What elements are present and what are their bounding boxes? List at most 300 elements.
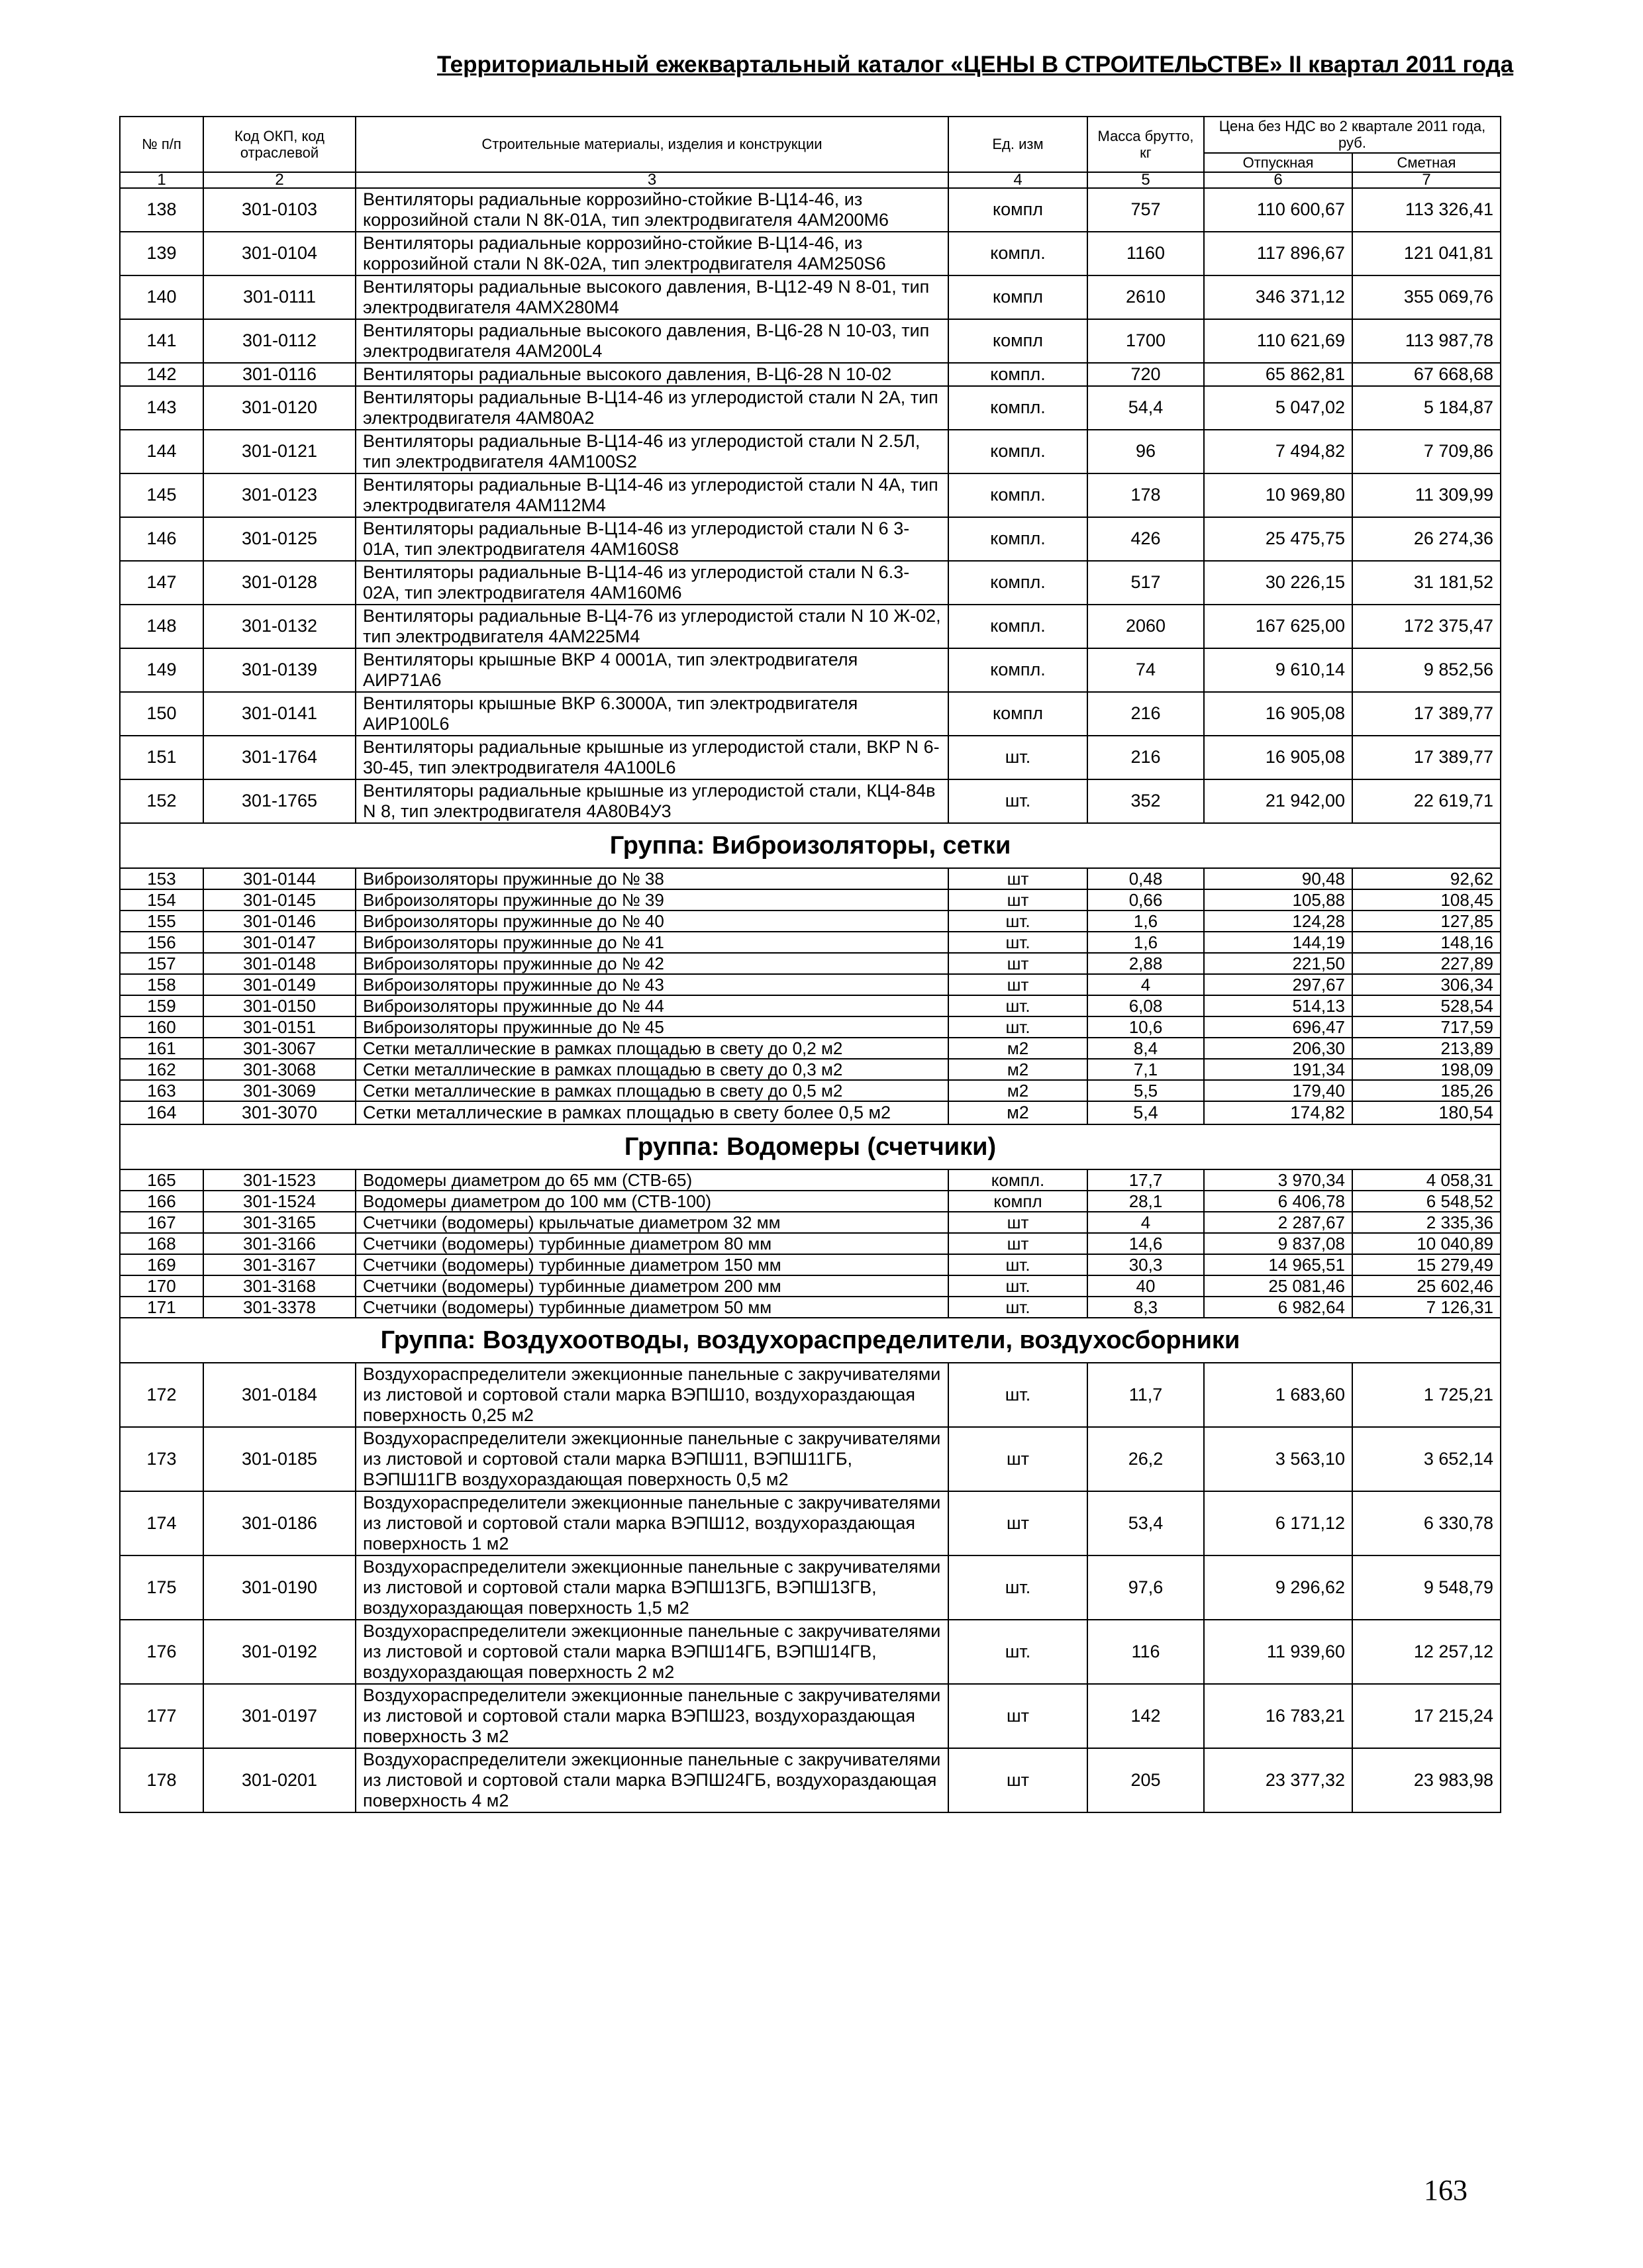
item-name: Воздухораспределители эжекционные панельные с закручивателями из листовой и сортовой стали марка ВЭПШ11, ВЭПШ11ГБ, ВЭПШ11ГВ воздухораздающая поверхность 0,5 м2	[356, 1427, 948, 1491]
table-row	[120, 1620, 1501, 1684]
table-body	[120, 188, 1501, 1812]
table-row	[120, 953, 1501, 974]
item-name: Счетчики (водомеры) турбинные диаметром 80 мм	[356, 1233, 948, 1254]
table-row	[120, 1080, 1501, 1101]
okp-code: 301-0104	[203, 232, 356, 275]
row-number: 155	[120, 911, 203, 932]
item-name: Вентиляторы радиальные высокого давления, В-Ц6-28 N 10-02	[356, 363, 948, 386]
unit: шт.	[948, 995, 1087, 1016]
okp-code: 301-3069	[203, 1080, 356, 1101]
unit: шт	[948, 1748, 1087, 1812]
item-name: Виброизоляторы пружинные до № 43	[356, 974, 948, 995]
release-price: 65 862,81	[1204, 363, 1352, 386]
row-number: 152	[120, 779, 203, 823]
okp-code: 301-0201	[203, 1748, 356, 1812]
gross-mass: 1,6	[1087, 911, 1204, 932]
table-row	[120, 1191, 1501, 1212]
gross-mass: 28,1	[1087, 1191, 1204, 1212]
gross-mass: 1700	[1087, 319, 1204, 363]
col-header-release-price: Отпускная	[1204, 153, 1352, 172]
row-number: 146	[120, 517, 203, 561]
table-row	[120, 1233, 1501, 1254]
okp-code: 301-0125	[203, 517, 356, 561]
table-row	[120, 974, 1501, 995]
gross-mass: 5,4	[1087, 1101, 1204, 1124]
release-price: 110 600,67	[1204, 188, 1352, 232]
item-name: Воздухораспределители эжекционные панельные с закручивателями из листовой и сортовой стали марка ВЭПШ14ГБ, ВЭПШ14ГВ, воздухораздающая поверхность 2 м2	[356, 1620, 948, 1684]
estimate-price: 7 709,86	[1352, 430, 1501, 473]
item-name: Вентиляторы радиальные В-Ц14-46 из углеродистой стали N 2.5Л, тип электродвигателя 4АМ100S2	[356, 430, 948, 473]
table-row	[120, 911, 1501, 932]
group-header-row	[120, 1124, 1501, 1169]
item-name: Вентиляторы радиальные В-Ц14-46 из углеродистой стали N 6 3-01А, тип электродвигателя 4АМ160S8	[356, 517, 948, 561]
estimate-price: 172 375,47	[1352, 605, 1501, 648]
gross-mass: 205	[1087, 1748, 1204, 1812]
table-row	[120, 363, 1501, 386]
estimate-price: 26 274,36	[1352, 517, 1501, 561]
unit: компл.	[948, 517, 1087, 561]
estimate-price: 6 548,52	[1352, 1191, 1501, 1212]
item-name: Счетчики (водомеры) турбинные диаметром 150 мм	[356, 1254, 948, 1275]
item-name: Виброизоляторы пружинные до № 44	[356, 995, 948, 1016]
table-row	[120, 1491, 1501, 1555]
item-name: Виброизоляторы пружинные до № 41	[356, 932, 948, 953]
gross-mass: 0,48	[1087, 868, 1204, 889]
release-price: 7 494,82	[1204, 430, 1352, 473]
okp-code: 301-0103	[203, 188, 356, 232]
okp-code: 301-3378	[203, 1297, 356, 1318]
item-name: Виброизоляторы пружинные до № 42	[356, 953, 948, 974]
estimate-price: 31 181,52	[1352, 561, 1501, 605]
release-price: 16 905,08	[1204, 736, 1352, 779]
okp-code: 301-0141	[203, 692, 356, 736]
estimate-price: 1 725,21	[1352, 1363, 1501, 1427]
release-price: 1 683,60	[1204, 1363, 1352, 1427]
okp-code: 301-0150	[203, 995, 356, 1016]
row-number: 169	[120, 1254, 203, 1275]
release-price: 696,47	[1204, 1016, 1352, 1038]
unit: шт	[948, 1684, 1087, 1748]
table-row	[120, 889, 1501, 911]
gross-mass: 426	[1087, 517, 1204, 561]
release-price: 346 371,12	[1204, 275, 1352, 319]
release-price: 174,82	[1204, 1101, 1352, 1124]
estimate-price: 306,34	[1352, 974, 1501, 995]
estimate-price: 121 041,81	[1352, 232, 1501, 275]
okp-code: 301-0123	[203, 473, 356, 517]
table-row	[120, 1038, 1501, 1059]
release-price: 6 406,78	[1204, 1191, 1352, 1212]
release-price: 23 377,32	[1204, 1748, 1352, 1812]
row-number: 141	[120, 319, 203, 363]
estimate-price: 22 619,71	[1352, 779, 1501, 823]
table-row	[120, 1016, 1501, 1038]
table-row	[120, 995, 1501, 1016]
table-row	[120, 473, 1501, 517]
estimate-price: 213,89	[1352, 1038, 1501, 1059]
estimate-price: 127,85	[1352, 911, 1501, 932]
gross-mass: 6,08	[1087, 995, 1204, 1016]
unit: шт.	[948, 1620, 1087, 1684]
item-name: Вентиляторы радиальные В-Ц14-46 из углеродистой стали N 4А, тип электродвигателя 4АМ112М4	[356, 473, 948, 517]
row-number: 147	[120, 561, 203, 605]
unit: шт.	[948, 1254, 1087, 1275]
estimate-price: 11 309,99	[1352, 473, 1501, 517]
item-name: Счетчики (водомеры) турбинные диаметром 200 мм	[356, 1275, 948, 1297]
gross-mass: 2060	[1087, 605, 1204, 648]
gross-mass: 8,4	[1087, 1038, 1204, 1059]
release-price: 144,19	[1204, 932, 1352, 953]
item-name: Вентиляторы радиальные В-Ц14-46 из углеродистой стали N 6.3-02А, тип электродвигателя 4АМ160М6	[356, 561, 948, 605]
item-name: Счетчики (водомеры) турбинные диаметром 50 мм	[356, 1297, 948, 1318]
group-header-row	[120, 823, 1501, 868]
okp-code: 301-0111	[203, 275, 356, 319]
unit: компл.	[948, 232, 1087, 275]
unit: компл	[948, 692, 1087, 736]
table-row	[120, 1212, 1501, 1233]
release-price: 297,67	[1204, 974, 1352, 995]
table-row	[120, 517, 1501, 561]
page-number: 163	[1424, 2174, 1468, 2206]
estimate-price: 25 602,46	[1352, 1275, 1501, 1297]
column-number: 4	[948, 172, 1087, 188]
gross-mass: 1,6	[1087, 932, 1204, 953]
estimate-price: 17 389,77	[1352, 736, 1501, 779]
gross-mass: 40	[1087, 1275, 1204, 1297]
gross-mass: 720	[1087, 363, 1204, 386]
table-row	[120, 605, 1501, 648]
row-number: 166	[120, 1191, 203, 1212]
unit: шт.	[948, 779, 1087, 823]
table-row	[120, 1254, 1501, 1275]
unit: компл.	[948, 605, 1087, 648]
gross-mass: 0,66	[1087, 889, 1204, 911]
estimate-price: 185,26	[1352, 1080, 1501, 1101]
row-number: 160	[120, 1016, 203, 1038]
column-number: 1	[120, 172, 203, 188]
gross-mass: 178	[1087, 473, 1204, 517]
estimate-price: 10 040,89	[1352, 1233, 1501, 1254]
estimate-price: 717,59	[1352, 1016, 1501, 1038]
release-price: 3 970,34	[1204, 1169, 1352, 1191]
row-number: 162	[120, 1059, 203, 1080]
release-price: 25 081,46	[1204, 1275, 1352, 1297]
unit: шт	[948, 889, 1087, 911]
item-name: Вентиляторы радиальные В-Ц4-76 из углеродистой стали N 10 Ж-02, тип электродвигателя 4АМ225М4	[356, 605, 948, 648]
table-row	[120, 386, 1501, 430]
item-name: Сетки металлические в рамках площадью в свету до 0,3 м2	[356, 1059, 948, 1080]
column-number: 7	[1352, 172, 1501, 188]
gross-mass: 142	[1087, 1684, 1204, 1748]
item-name: Сетки металлические в рамках площадью в свету более 0,5 м2	[356, 1101, 948, 1124]
estimate-price: 92,62	[1352, 868, 1501, 889]
estimate-price: 528,54	[1352, 995, 1501, 1016]
release-price: 105,88	[1204, 889, 1352, 911]
item-name: Вентиляторы радиальные высокого давления, В-Ц12-49 N 8-01, тип электродвигателя 4АМХ280М4	[356, 275, 948, 319]
release-price: 514,13	[1204, 995, 1352, 1016]
release-price: 191,34	[1204, 1059, 1352, 1080]
row-number: 167	[120, 1212, 203, 1233]
estimate-price: 355 069,76	[1352, 275, 1501, 319]
release-price: 30 226,15	[1204, 561, 1352, 605]
okp-code: 301-3167	[203, 1254, 356, 1275]
unit: м2	[948, 1080, 1087, 1101]
release-price: 206,30	[1204, 1038, 1352, 1059]
release-price: 11 939,60	[1204, 1620, 1352, 1684]
row-number: 163	[120, 1080, 203, 1101]
row-number: 150	[120, 692, 203, 736]
okp-code: 301-0184	[203, 1363, 356, 1427]
estimate-price: 227,89	[1352, 953, 1501, 974]
estimate-price: 15 279,49	[1352, 1254, 1501, 1275]
row-number: 142	[120, 363, 203, 386]
okp-code: 301-0147	[203, 932, 356, 953]
item-name: Вентиляторы крышные ВКР 4 0001А, тип электродвигателя АИР71А6	[356, 648, 948, 692]
row-number: 139	[120, 232, 203, 275]
gross-mass: 30,3	[1087, 1254, 1204, 1275]
gross-mass: 7,1	[1087, 1059, 1204, 1080]
item-name: Воздухораспределители эжекционные панельные с закручивателями из листовой и сортовой стали марка ВЭПШ10, воздухораздающая поверхность 0,25 м2	[356, 1363, 948, 1427]
okp-code: 301-0116	[203, 363, 356, 386]
okp-code: 301-0190	[203, 1555, 356, 1620]
okp-code: 301-0112	[203, 319, 356, 363]
col-header-code: Код ОКП, код отраслевой	[203, 117, 356, 172]
release-price: 110 621,69	[1204, 319, 1352, 363]
item-name: Воздухораспределители эжекционные панельные с закручивателями из листовой и сортовой стали марка ВЭПШ12, воздухораздающая поверхность 1 м2	[356, 1491, 948, 1555]
unit: компл.	[948, 648, 1087, 692]
unit: шт.	[948, 1297, 1087, 1318]
table-row	[120, 275, 1501, 319]
estimate-price: 5 184,87	[1352, 386, 1501, 430]
gross-mass: 757	[1087, 188, 1204, 232]
col-header-unit: Ед. изм	[948, 117, 1087, 172]
unit: шт	[948, 974, 1087, 995]
column-number-row	[120, 172, 1501, 188]
row-number: 172	[120, 1363, 203, 1427]
row-number: 173	[120, 1427, 203, 1491]
estimate-price: 148,16	[1352, 932, 1501, 953]
gross-mass: 2,88	[1087, 953, 1204, 974]
gross-mass: 8,3	[1087, 1297, 1204, 1318]
estimate-price: 9 852,56	[1352, 648, 1501, 692]
table-row	[120, 188, 1501, 232]
estimate-price: 7 126,31	[1352, 1297, 1501, 1318]
row-number: 171	[120, 1297, 203, 1318]
gross-mass: 10,6	[1087, 1016, 1204, 1038]
table-row	[120, 1363, 1501, 1427]
release-price: 16 905,08	[1204, 692, 1352, 736]
okp-code: 301-3067	[203, 1038, 356, 1059]
price-table	[119, 116, 1501, 1813]
item-name: Вентиляторы крышные ВКР 6.3000А, тип электродвигателя АИР100L6	[356, 692, 948, 736]
release-price: 117 896,67	[1204, 232, 1352, 275]
estimate-price: 4 058,31	[1352, 1169, 1501, 1191]
unit: м2	[948, 1038, 1087, 1059]
item-name: Водомеры диаметром до 65 мм (СТВ-65)	[356, 1169, 948, 1191]
unit: компл.	[948, 561, 1087, 605]
gross-mass: 26,2	[1087, 1427, 1204, 1491]
okp-code: 301-1524	[203, 1191, 356, 1212]
column-number: 2	[203, 172, 356, 188]
group-title: Группа: Виброизоляторы, сетки	[120, 823, 1501, 868]
row-number: 144	[120, 430, 203, 473]
estimate-price: 6 330,78	[1352, 1491, 1501, 1555]
unit: м2	[948, 1059, 1087, 1080]
estimate-price: 3 652,14	[1352, 1427, 1501, 1491]
estimate-price: 17 389,77	[1352, 692, 1501, 736]
table-row	[120, 932, 1501, 953]
row-number: 154	[120, 889, 203, 911]
okp-code: 301-0192	[203, 1620, 356, 1684]
gross-mass: 5,5	[1087, 1080, 1204, 1101]
unit: шт.	[948, 932, 1087, 953]
table-row	[120, 561, 1501, 605]
gross-mass: 14,6	[1087, 1233, 1204, 1254]
row-number: 165	[120, 1169, 203, 1191]
unit: компл.	[948, 386, 1087, 430]
table-row	[120, 232, 1501, 275]
okp-code: 301-0121	[203, 430, 356, 473]
estimate-price: 67 668,68	[1352, 363, 1501, 386]
release-price: 16 783,21	[1204, 1684, 1352, 1748]
release-price: 221,50	[1204, 953, 1352, 974]
page-title: Территориальный ежеквартальный каталог «ЦЕНЫ В СТРОИТЕЛЬСТВЕ» II квартал 2011 года	[437, 52, 1514, 77]
item-name: Сетки металлические в рамках площадью в свету до 0,2 м2	[356, 1038, 948, 1059]
estimate-price: 12 257,12	[1352, 1620, 1501, 1684]
gross-mass: 4	[1087, 974, 1204, 995]
release-price: 6 171,12	[1204, 1491, 1352, 1555]
okp-code: 301-0185	[203, 1427, 356, 1491]
table-row	[120, 430, 1501, 473]
estimate-price: 180,54	[1352, 1101, 1501, 1124]
unit: шт	[948, 868, 1087, 889]
release-price: 6 982,64	[1204, 1297, 1352, 1318]
gross-mass: 1160	[1087, 232, 1204, 275]
unit: компл.	[948, 473, 1087, 517]
okp-code: 301-0139	[203, 648, 356, 692]
okp-code: 301-0146	[203, 911, 356, 932]
table-row	[120, 1275, 1501, 1297]
item-name: Виброизоляторы пружинные до № 45	[356, 1016, 948, 1038]
unit: шт.	[948, 1363, 1087, 1427]
item-name: Водомеры диаметром до 100 мм (СТВ-100)	[356, 1191, 948, 1212]
row-number: 159	[120, 995, 203, 1016]
estimate-price: 198,09	[1352, 1059, 1501, 1080]
row-number: 153	[120, 868, 203, 889]
unit: шт.	[948, 1555, 1087, 1620]
row-number: 156	[120, 932, 203, 953]
row-number: 138	[120, 188, 203, 232]
release-price: 14 965,51	[1204, 1254, 1352, 1275]
table-row	[120, 736, 1501, 779]
item-name: Вентиляторы радиальные коррозийно-стойкие В-Ц14-46, из коррозийной стали N 8К-02А, тип электродвигателя 4АМ250S6	[356, 232, 948, 275]
estimate-price: 2 335,36	[1352, 1212, 1501, 1233]
group-header-row	[120, 1318, 1501, 1363]
item-name: Виброизоляторы пружинные до № 40	[356, 911, 948, 932]
okp-code: 301-1764	[203, 736, 356, 779]
gross-mass: 216	[1087, 692, 1204, 736]
item-name: Виброизоляторы пружинные до № 39	[356, 889, 948, 911]
col-header-estimate-price: Сметная	[1352, 153, 1501, 172]
unit: шт.	[948, 1275, 1087, 1297]
gross-mass: 17,7	[1087, 1169, 1204, 1191]
gross-mass: 116	[1087, 1620, 1204, 1684]
row-number: 158	[120, 974, 203, 995]
release-price: 90,48	[1204, 868, 1352, 889]
column-number: 3	[356, 172, 948, 188]
col-header-price: Цена без НДС во 2 квартале 2011 года, руб.	[1204, 117, 1501, 153]
okp-code: 301-3070	[203, 1101, 356, 1124]
okp-code: 301-0151	[203, 1016, 356, 1038]
column-number: 6	[1204, 172, 1352, 188]
release-price: 9 610,14	[1204, 648, 1352, 692]
table-row	[120, 1427, 1501, 1491]
estimate-price: 9 548,79	[1352, 1555, 1501, 1620]
item-name: Вентиляторы радиальные коррозийно-стойкие В-Ц14-46, из коррозийной стали N 8К-01А, тип электродвигателя 4АМ200М6	[356, 188, 948, 232]
gross-mass: 97,6	[1087, 1555, 1204, 1620]
unit: компл	[948, 275, 1087, 319]
unit: компл	[948, 1191, 1087, 1212]
unit: компл	[948, 319, 1087, 363]
table-row	[120, 1059, 1501, 1080]
table-row	[120, 1684, 1501, 1748]
unit: шт.	[948, 911, 1087, 932]
item-name: Счетчики (водомеры) крыльчатые диаметром 32 мм	[356, 1212, 948, 1233]
estimate-price: 113 326,41	[1352, 188, 1501, 232]
okp-code: 301-0120	[203, 386, 356, 430]
unit: шт	[948, 1212, 1087, 1233]
row-number: 148	[120, 605, 203, 648]
okp-code: 301-3165	[203, 1212, 356, 1233]
table-row	[120, 1101, 1501, 1124]
okp-code: 301-0149	[203, 974, 356, 995]
release-price: 167 625,00	[1204, 605, 1352, 648]
okp-code: 301-0145	[203, 889, 356, 911]
unit: шт	[948, 953, 1087, 974]
unit: шт	[948, 1427, 1087, 1491]
row-number: 157	[120, 953, 203, 974]
row-number: 161	[120, 1038, 203, 1059]
row-number: 178	[120, 1748, 203, 1812]
release-price: 9 296,62	[1204, 1555, 1352, 1620]
unit: шт.	[948, 1016, 1087, 1038]
release-price: 10 969,80	[1204, 473, 1352, 517]
okp-code: 301-3168	[203, 1275, 356, 1297]
row-number: 151	[120, 736, 203, 779]
table-row	[120, 779, 1501, 823]
row-number: 143	[120, 386, 203, 430]
unit: шт	[948, 1233, 1087, 1254]
row-number: 145	[120, 473, 203, 517]
item-name: Вентиляторы радиальные высокого давления, В-Ц6-28 N 10-03, тип электродвигателя 4АМ200L4	[356, 319, 948, 363]
gross-mass: 54,4	[1087, 386, 1204, 430]
group-title: Группа: Водомеры (счетчики)	[120, 1124, 1501, 1169]
table-row	[120, 319, 1501, 363]
row-number: 149	[120, 648, 203, 692]
table-row	[120, 868, 1501, 889]
row-number: 176	[120, 1620, 203, 1684]
gross-mass: 11,7	[1087, 1363, 1204, 1427]
table-row	[120, 1169, 1501, 1191]
row-number: 164	[120, 1101, 203, 1124]
unit: компл.	[948, 430, 1087, 473]
item-name: Виброизоляторы пружинные до № 38	[356, 868, 948, 889]
okp-code: 301-1765	[203, 779, 356, 823]
unit: шт.	[948, 736, 1087, 779]
unit: шт	[948, 1491, 1087, 1555]
release-price: 3 563,10	[1204, 1427, 1352, 1491]
okp-code: 301-0197	[203, 1684, 356, 1748]
